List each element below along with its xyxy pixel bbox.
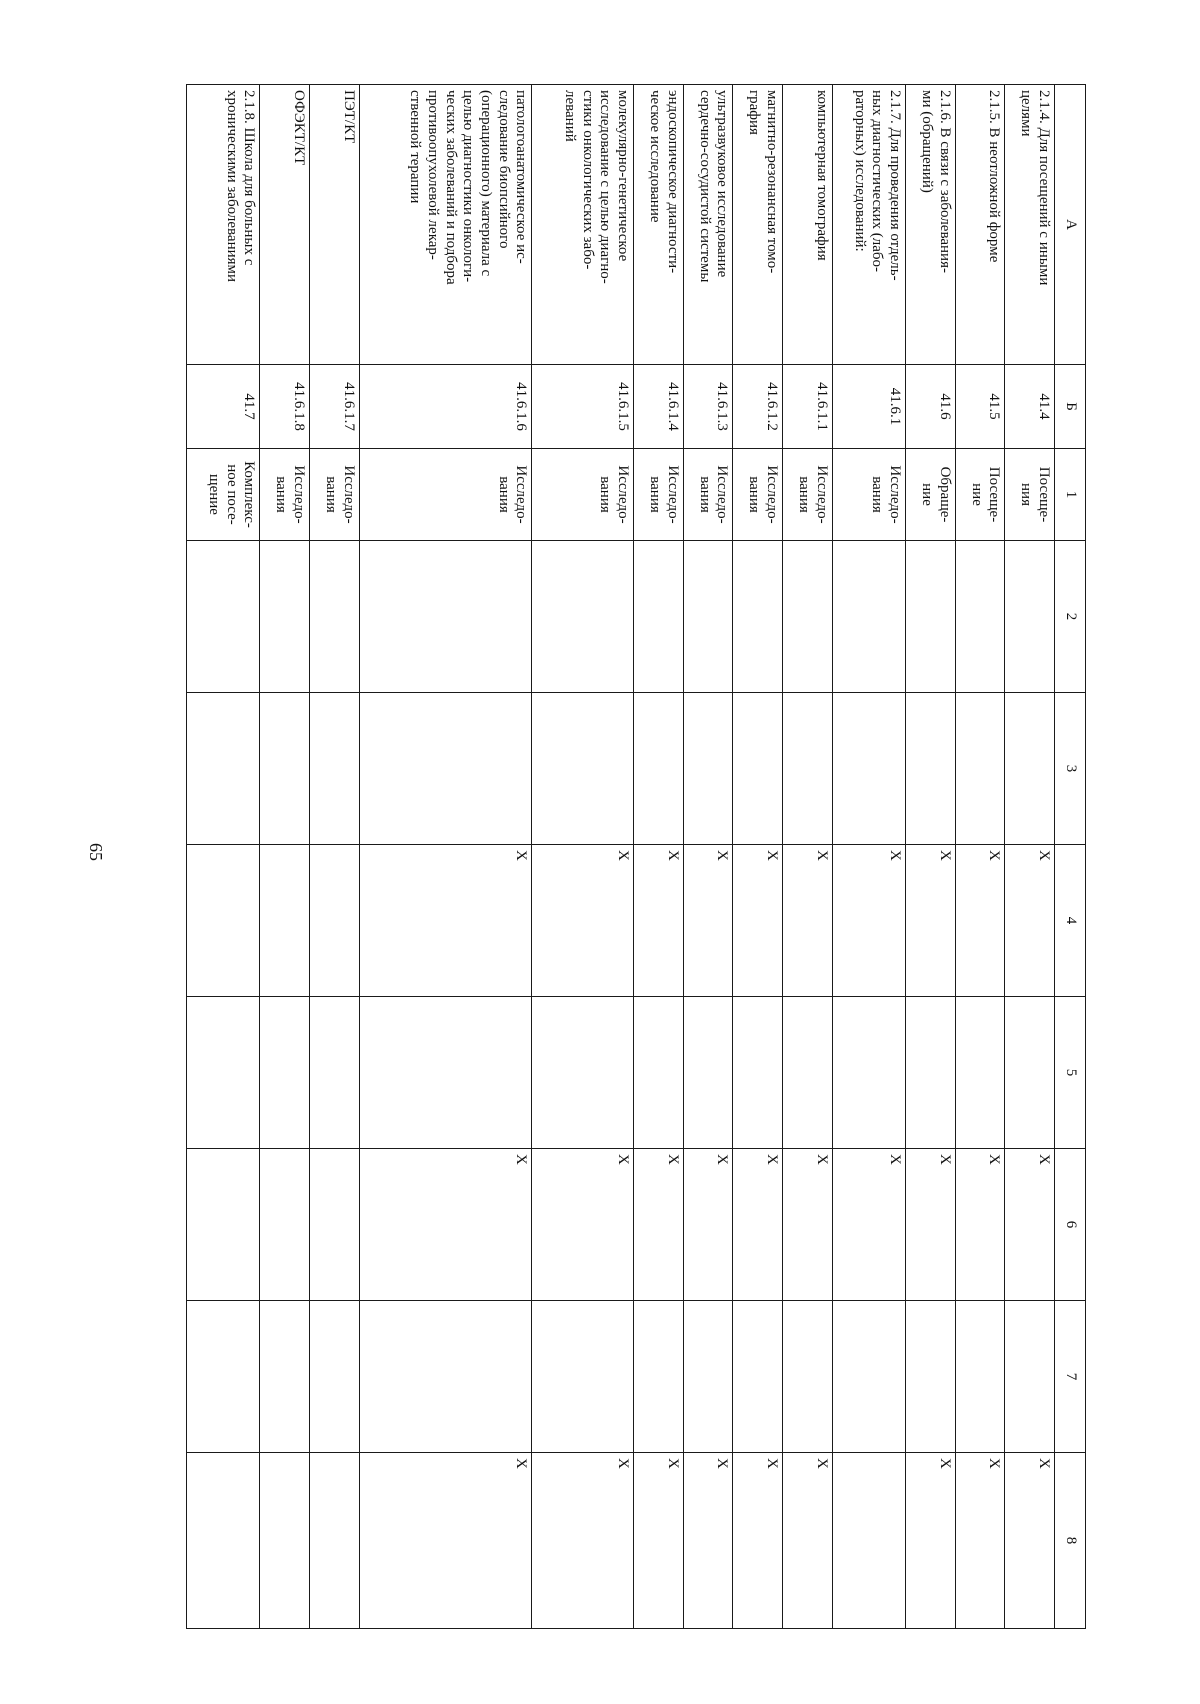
cell-col-7	[260, 1301, 310, 1453]
cell-unit	[187, 449, 260, 541]
cell-name-text: ОФЭКТ/КТ	[291, 90, 308, 166]
cell-name	[187, 85, 260, 365]
cell-col-6	[783, 1149, 833, 1301]
cell-unit	[310, 449, 360, 541]
table-header-row	[1055, 85, 1086, 1629]
cell-col-6	[1005, 1149, 1055, 1301]
cell-col-3	[733, 693, 783, 845]
cell-col-2	[634, 541, 684, 693]
cell-col-8	[783, 1453, 833, 1629]
cell-name-text: компьютерная томография	[813, 90, 830, 261]
cell-col-4	[634, 845, 684, 997]
cell-code	[634, 365, 684, 449]
cell-col-2	[310, 541, 360, 693]
cell-col-5	[532, 997, 634, 1149]
cell-col-6	[906, 1149, 956, 1301]
cell-name	[359, 85, 532, 365]
cell-col-6-text: Х	[513, 1154, 530, 1165]
cell-col-3	[532, 693, 634, 845]
cell-name	[532, 85, 634, 365]
cell-col-4-text: Х	[764, 850, 781, 861]
cell-code-text: 41.4	[1036, 393, 1052, 420]
cell-unit-text: Исследо- вания	[495, 465, 530, 524]
cell-col-6-text: Х	[813, 1154, 830, 1165]
cell-col-8	[260, 1453, 310, 1629]
table-row	[832, 85, 905, 1629]
cell-col-4	[359, 845, 532, 997]
cell-unit-text: Исследо- вания	[746, 465, 781, 524]
cell-name-text: магнитно-резонансная томо- графия	[746, 90, 781, 274]
cell-code	[310, 365, 360, 449]
cell-unit	[359, 449, 532, 541]
cell-col-5	[634, 997, 684, 1149]
cell-unit-text: Исследо- вания	[696, 465, 731, 524]
cell-code-text: 41.6.1.4	[664, 382, 681, 431]
cell-col-2	[359, 541, 532, 693]
cell-code-text: 41.6.1	[887, 387, 904, 426]
cell-name-text: ПЭТ/КТ	[340, 90, 357, 144]
cell-col-6	[310, 1149, 360, 1301]
cell-col-6-text: Х	[664, 1154, 681, 1165]
cell-unit	[906, 449, 956, 541]
cell-col-5	[683, 997, 733, 1149]
cell-unit-text: Комплекс- ное посе- щение	[206, 461, 258, 528]
cell-col-6	[733, 1149, 783, 1301]
cell-unit	[532, 449, 634, 541]
cell-col-7	[634, 1301, 684, 1453]
cell-col-3	[634, 693, 684, 845]
cell-col-2	[532, 541, 634, 693]
cell-col-7	[906, 1301, 956, 1453]
cell-name	[260, 85, 310, 365]
cell-code-text: 41.6.1.3	[714, 382, 731, 431]
cell-name-text: ультразвуковое исследование сердечно-сосудистой системы	[696, 90, 731, 283]
cell-col-4	[532, 845, 634, 997]
cell-col-4-text: Х	[986, 850, 1003, 861]
cell-unit-text: Исследо- вания	[869, 465, 904, 524]
cell-unit	[1005, 449, 1055, 541]
header-col-3: 3	[1055, 693, 1086, 845]
cell-col-6-text: Х	[1036, 1154, 1052, 1165]
cell-col-4	[783, 845, 833, 997]
cell-unit-text: Исследо- вания	[597, 465, 632, 524]
cell-col-4	[187, 845, 260, 997]
header-col-7: 7	[1055, 1301, 1086, 1453]
cell-col-4-text: Х	[1036, 850, 1052, 861]
cell-col-4	[310, 845, 360, 997]
cell-code-text: 41.6.1.5	[615, 382, 632, 431]
cell-code	[359, 365, 532, 449]
cell-unit	[634, 449, 684, 541]
cell-col-4-text: Х	[936, 850, 953, 861]
cell-col-2	[906, 541, 956, 693]
cell-name	[906, 85, 956, 365]
cell-unit	[683, 449, 733, 541]
cell-col-2	[783, 541, 833, 693]
cell-col-4	[1005, 845, 1055, 997]
cell-col-4	[906, 845, 956, 997]
header-col-6: 6	[1055, 1149, 1086, 1301]
cell-col-6	[532, 1149, 634, 1301]
cell-col-8-text: Х	[764, 1458, 781, 1469]
cell-code-text: 41.6	[936, 393, 953, 420]
cell-col-4-text: Х	[714, 850, 731, 861]
cell-col-2	[832, 541, 905, 693]
cell-unit-text: Исследо- вания	[796, 465, 830, 524]
cell-code	[187, 365, 260, 449]
cell-col-4-text: Х	[813, 850, 830, 861]
data-table	[186, 84, 1086, 1629]
cell-col-8	[634, 1453, 684, 1629]
cell-name-text: патологоанатомическое ис- следование биопсийного (операционного) материала с целью диагностики онкологи- ческих заболеваний и подбора противоопухолевой лекар- ственной терапии	[407, 90, 530, 285]
header-col-4: 4	[1055, 845, 1086, 997]
cell-col-8-text: Х	[1036, 1458, 1052, 1469]
cell-col-2	[260, 541, 310, 693]
cell-col-7	[832, 1301, 905, 1453]
cell-code-text: 41.6.1.2	[764, 382, 781, 431]
cell-col-7	[733, 1301, 783, 1453]
table-container	[186, 84, 1086, 1628]
cell-col-8	[906, 1453, 956, 1629]
cell-col-7	[532, 1301, 634, 1453]
cell-code	[532, 365, 634, 449]
header-col-b: Б	[1055, 365, 1086, 449]
cell-col-2	[187, 541, 260, 693]
cell-col-6-text: Х	[887, 1154, 904, 1165]
table-row	[187, 85, 260, 1629]
cell-col-8	[359, 1453, 532, 1629]
header-col-1: 1	[1055, 449, 1086, 541]
cell-col-6	[359, 1149, 532, 1301]
header-col-8: 8	[1055, 1453, 1086, 1629]
cell-unit	[260, 449, 310, 541]
table-row	[733, 85, 783, 1629]
cell-col-8-text: Х	[615, 1458, 632, 1469]
cell-col-4	[955, 845, 1005, 997]
cell-col-5	[783, 997, 833, 1149]
cell-unit	[955, 449, 1005, 541]
table-row	[1005, 85, 1055, 1629]
header-col-2: 2	[1055, 541, 1086, 693]
cell-col-6-text: Х	[615, 1154, 632, 1165]
cell-col-6	[832, 1149, 905, 1301]
cell-col-3	[1005, 693, 1055, 845]
cell-unit-text: Исследо- вания	[273, 465, 308, 524]
cell-col-8	[310, 1453, 360, 1629]
cell-name	[955, 85, 1005, 365]
cell-col-8	[1005, 1453, 1055, 1629]
cell-col-5	[1005, 997, 1055, 1149]
table-row	[359, 85, 532, 1629]
cell-col-6	[260, 1149, 310, 1301]
cell-col-8	[955, 1453, 1005, 1629]
cell-name	[1005, 85, 1055, 365]
table-row	[906, 85, 956, 1629]
cell-col-6	[634, 1149, 684, 1301]
cell-col-3	[906, 693, 956, 845]
cell-col-8-text: Х	[714, 1458, 731, 1469]
cell-name	[634, 85, 684, 365]
cell-col-2	[1005, 541, 1055, 693]
cell-col-5	[832, 997, 905, 1149]
cell-name-text: 2.1.8. Школа для больных с хроническими заболеваниями	[223, 90, 258, 283]
cell-col-4	[683, 845, 733, 997]
cell-unit-text: Исследо- вания	[647, 465, 681, 524]
cell-col-7	[1005, 1301, 1055, 1453]
cell-col-6	[955, 1149, 1005, 1301]
cell-col-2	[955, 541, 1005, 693]
cell-col-7	[783, 1301, 833, 1453]
cell-col-3	[260, 693, 310, 845]
table-row	[955, 85, 1005, 1629]
cell-unit-text: Обраще- ние	[919, 466, 953, 523]
cell-col-4-text: Х	[887, 850, 904, 861]
cell-col-3	[783, 693, 833, 845]
cell-col-8-text: Х	[936, 1458, 953, 1469]
cell-name	[310, 85, 360, 365]
cell-code	[906, 365, 956, 449]
cell-col-6	[187, 1149, 260, 1301]
header-col-5: 5	[1055, 997, 1086, 1149]
cell-unit	[832, 449, 905, 541]
cell-col-3	[683, 693, 733, 845]
cell-col-5	[187, 997, 260, 1149]
cell-col-4	[832, 845, 905, 997]
cell-col-2	[733, 541, 783, 693]
cell-unit-text: Посеще- ния	[1018, 466, 1052, 523]
cell-col-7	[955, 1301, 1005, 1453]
cell-name	[733, 85, 783, 365]
cell-col-6-text: Х	[764, 1154, 781, 1165]
cell-col-8	[187, 1453, 260, 1629]
cell-name-text: молекулярно-генетическое исследование с целью диагно- стики онкологических забо- леваний	[562, 90, 632, 284]
table-row	[260, 85, 310, 1629]
cell-col-4-text: Х	[664, 850, 681, 861]
cell-code-text: 41.5	[986, 393, 1003, 420]
cell-col-8-text: Х	[986, 1458, 1003, 1469]
cell-col-3	[310, 693, 360, 845]
cell-code-text: 41.6.1.6	[513, 382, 530, 431]
cell-col-7	[310, 1301, 360, 1453]
cell-col-4	[260, 845, 310, 997]
table-row	[634, 85, 684, 1629]
cell-code	[733, 365, 783, 449]
cell-col-5	[733, 997, 783, 1149]
cell-col-3	[955, 693, 1005, 845]
cell-unit	[783, 449, 833, 541]
cell-code-text: 41.7	[241, 393, 258, 420]
cell-col-8	[683, 1453, 733, 1629]
cell-col-5	[906, 997, 956, 1149]
cell-col-4	[733, 845, 783, 997]
cell-name-text: 2.1.7. Для проведения отдель- ных диагностических (лабо- раторных) исследований:	[851, 90, 904, 281]
cell-col-8	[733, 1453, 783, 1629]
cell-col-8-text: Х	[664, 1458, 681, 1469]
cell-col-3	[359, 693, 532, 845]
cell-col-6	[683, 1149, 733, 1301]
cell-col-7	[359, 1301, 532, 1453]
cell-col-5	[955, 997, 1005, 1149]
cell-col-4-text: Х	[615, 850, 632, 861]
cell-col-5	[310, 997, 360, 1149]
cell-col-7	[683, 1301, 733, 1453]
cell-code	[832, 365, 905, 449]
cell-name-text: эндоскопическое диагности- ческое исследование	[647, 90, 681, 274]
cell-col-7	[187, 1301, 260, 1453]
cell-col-5	[260, 997, 310, 1149]
cell-col-3	[187, 693, 260, 845]
cell-unit	[733, 449, 783, 541]
cell-code	[955, 365, 1005, 449]
cell-col-5	[359, 997, 532, 1149]
cell-code-text: 41.6.1.8	[291, 382, 308, 431]
cell-name	[783, 85, 833, 365]
page-number: 65	[86, 843, 106, 861]
cell-col-6-text: Х	[986, 1154, 1003, 1165]
cell-col-8	[532, 1453, 634, 1629]
cell-code	[1005, 365, 1055, 449]
cell-code-text: 41.6.1.1	[813, 382, 830, 431]
table-row	[310, 85, 360, 1629]
cell-name-text: 2.1.6. В связи с заболевания- ми (обращений)	[919, 90, 953, 273]
cell-col-3	[832, 693, 905, 845]
cell-col-6-text: Х	[936, 1154, 953, 1165]
cell-col-8-text: Х	[813, 1458, 830, 1469]
cell-code	[260, 365, 310, 449]
cell-name-text: 2.1.4. Для посещений с иными целями	[1018, 90, 1052, 286]
cell-name	[683, 85, 733, 365]
cell-col-6-text: Х	[714, 1154, 731, 1165]
cell-col-4-text: Х	[513, 850, 530, 861]
table-row	[532, 85, 634, 1629]
cell-unit-text: Исследо- вания	[323, 465, 357, 524]
header-col-a: А	[1055, 85, 1086, 365]
cell-unit-text: Посеще- ние	[968, 466, 1003, 523]
table-row	[783, 85, 833, 1629]
cell-code	[683, 365, 733, 449]
cell-code-text: 41.6.1.7	[340, 382, 357, 431]
cell-name	[832, 85, 905, 365]
cell-col-8	[832, 1453, 905, 1629]
cell-name-text: 2.1.5. В неотложной форме	[986, 90, 1003, 263]
cell-code	[783, 365, 833, 449]
cell-col-8-text: Х	[513, 1458, 530, 1469]
cell-col-2	[683, 541, 733, 693]
table-row	[683, 85, 733, 1629]
